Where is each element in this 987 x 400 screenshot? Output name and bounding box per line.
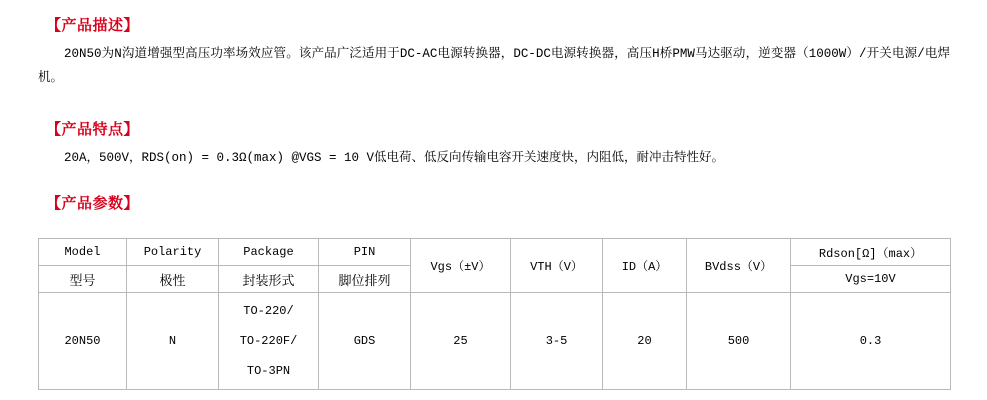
col-head-vgs: Vgs（±V） xyxy=(411,239,511,293)
col-head-polarity: Polarity xyxy=(127,239,219,266)
col-head-id: ID（A） xyxy=(603,239,687,293)
cell-rdson: 0.3 xyxy=(791,293,951,390)
cell-pin: GDS xyxy=(319,293,411,390)
col-head-model: Model xyxy=(39,239,127,266)
table-header-row-en xyxy=(39,239,951,266)
col-head-bvdss: BVdss（V） xyxy=(687,239,791,293)
cell-package-line-3: TO-3PN xyxy=(246,364,291,378)
product-features-heading: 【产品特点】 xyxy=(46,121,140,138)
col-head-pin-cn: 脚位排列 xyxy=(319,266,411,293)
cell-model: 20N50 xyxy=(39,293,127,390)
cell-bvdss: 500 xyxy=(687,293,791,390)
cell-vgs: 25 xyxy=(411,293,511,390)
col-head-polarity-cn: 极性 xyxy=(127,266,219,293)
parameters-table xyxy=(38,238,951,390)
col-head-model-cn: 型号 xyxy=(39,266,127,293)
col-head-vth: VTH（V） xyxy=(511,239,603,293)
col-head-rdson-sub: Vgs=10V xyxy=(791,266,951,293)
col-head-pin: PIN xyxy=(319,239,411,266)
product-features-text: 20A，500V，RDS(on) = 0.3Ω(max) @VGS = 10 V低电荷、低反向传输电容开关速度快，内阻低，耐冲击特性好。 xyxy=(64,151,725,165)
col-head-rdson: Rdson[Ω]（max） xyxy=(791,239,951,266)
cell-polarity: N xyxy=(127,293,219,390)
col-head-package: Package xyxy=(219,239,319,266)
product-parameters-heading: 【产品参数】 xyxy=(46,195,140,212)
product-description-text: 20N50为N沟道增强型高压功率场效应管。该产品广泛适用于DC-AC电源转换器，DC-DC电源转换器，高压H桥PMW马达驱动，逆变器（1000W）/开关电源/电焊机。 xyxy=(38,47,950,85)
product-description-heading: 【产品描述】 xyxy=(46,17,140,34)
col-head-package-cn: 封装形式 xyxy=(219,266,319,293)
cell-vth: 3-5 xyxy=(511,293,603,390)
cell-package-line-2: TO-220F/ xyxy=(239,334,298,348)
cell-id: 20 xyxy=(603,293,687,390)
cell-package xyxy=(219,293,319,390)
cell-package-line-1: TO-220/ xyxy=(243,304,294,318)
table-row xyxy=(39,293,951,390)
